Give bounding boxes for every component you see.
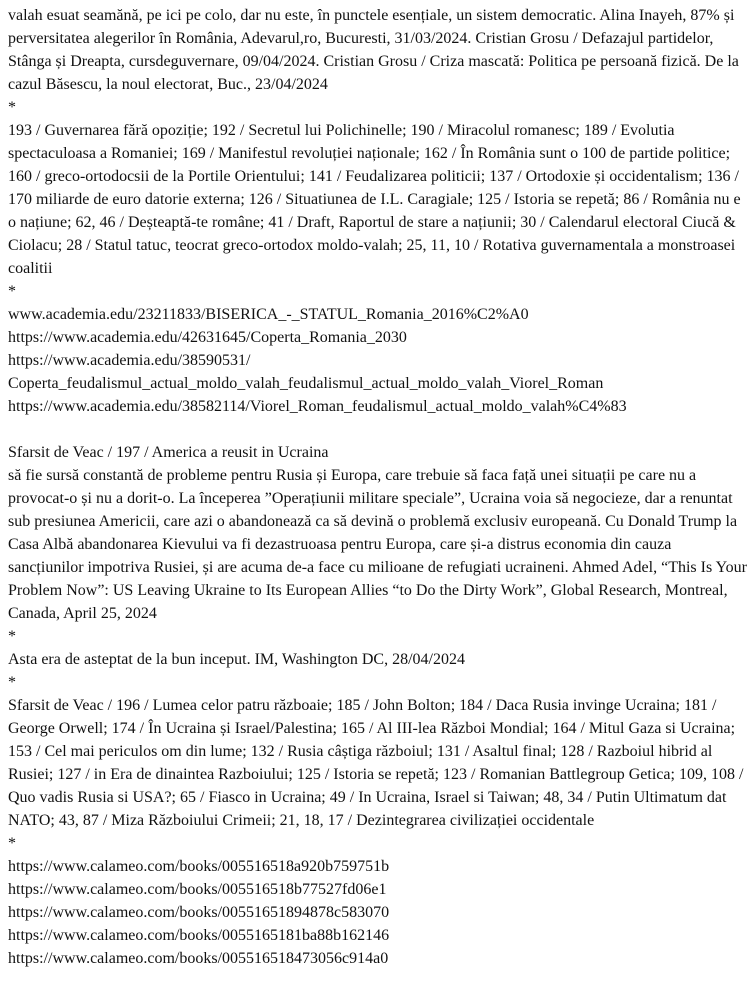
link-academia-viorel-roman-feudalismul[interactable]: https://www.academia.edu/38582114/Viorel_Roman_feudalismul_actual_moldo_valah%C4%83 <box>8 398 627 415</box>
link-calameo-5[interactable]: https://www.calameo.com/books/005516518473056c914a0 <box>8 950 389 967</box>
link-calameo-3[interactable]: https://www.calameo.com/books/00551651894878c583070 <box>8 904 390 921</box>
link-academia-38590531[interactable]: https://www.academia.edu/38590531/ <box>8 352 251 369</box>
link-calameo-2[interactable]: https://www.calameo.com/books/005516518b77527fd06e1 <box>8 881 387 898</box>
paragraph-article-index-wars: Sfarsit de Veac / 196 / Lumea celor patru războaie; 185 / John Bolton; 184 / Daca Rusia invinge Ucraina; 181 / George Orwell; 174 / În Ucraina și Israel/Palestina; 165 / Al III-lea Război Mondial; 164 / Mitul Gaza si Ucraina; 153 / Cel mai periculos om din lume; 132 / Rusia câștiga războiul; 131 / Asaltul final; 128 / Razboiul hibrid al Rusiei; 127 / in Era de dinaintea Razboiului; 125 / Istoria se repetă; 123 / Romanian Battlegroup Getica; 109, 108 / Quo vadis Rusia si USA?; 65 / Fiasco in Ucraina; 49 / In Ucraina, Israel si Taiwan; 48, 34 / Putin Ultimatum dat NATO; 43, 87 / Miza Războiului Crimeii; 21, 18, 17 / Dezintegrarea civilizației occidentale <box>8 697 744 829</box>
article-title-america-ucraina: Sfarsit de Veac / 197 / America a reusit in Ucraina <box>8 444 329 461</box>
separator-asterisk: * <box>8 99 16 116</box>
paragraph-ukraine-europe: să fie sursă constantă de probleme pentru Rusia și Europa, care trebuie să faca față unei situații pe care nu a provocat-o și nu a dorit-o. La începerea ”Operațiunii militare speciale”, Ucraina voia să negocieze, dar a renuntat sub presiunea Americii, care azi o abandonează ca să devină o problemă exclusiv europeană. Cu Donald Trump la Casa Albă abandonarea Kievului va fi dezastruoasa pentru Europa, care și-a distrus economia din cauza sancțiunilor impotriva Rusiei, și are acuma de-a face cu milioane de refugiati ucraineni. Ahmed Adel, “This Is Your Problem Now”: US Leaving Ukraine to Its European Allies “to Do the Dirty Work”, Global Research, Montreal, Canada, April 25, 2024 <box>8 467 747 622</box>
link-academia-biserica-statul[interactable]: www.academia.edu/23211833/BISERICA_-_STATUL_Romania_2016%C2%A0 <box>8 306 529 323</box>
link-calameo-1[interactable]: https://www.calameo.com/books/005516518a920b759751b <box>8 858 390 875</box>
link-academia-coperta-romania-2030[interactable]: https://www.academia.edu/42631645/Coperta_Romania_2030 <box>8 329 407 346</box>
academia-links-list <box>8 303 748 418</box>
link-academia-coperta-feudalismul-continued[interactable]: Coperta_feudalismul_actual_moldo_valah_feudalismul_actual_moldo_valah_Viorel_Roman <box>8 375 604 392</box>
blank-line <box>8 418 748 441</box>
paragraph-article-index-romania: 193 / Guvernarea fără opoziție; 192 / Secretul lui Polichinelle; 190 / Miracolul romanesc; 189 / Evolutia spectaculoasa a Romaniei; 169 / Manifestul revoluției naționale; 162 / În România sunt o 100 de partide politice; 160 / greco-ortodocsii de la Portile Orientului; 141 / Feudalizarea politicii; 137 / Ortodoxie și occidentalism; 136 / 170 miliarde de euro datorie externa; 126 / Situatiunea de I.L. Caragiale; 125 / Istoria se repetă; 86 / România nu e o națiune; 62, 46 / Deșteaptă-te române; 41 / Draft, Raportul de stare a națiunii; 30 / Calendarul electoral Ciucă & Ciolacu; 28 / Statul tatuc, teocrat greco-ortodox moldo-valah; 25, 11, 10 / Rotativa guvernamentala a monstroasei coalitii <box>8 122 741 277</box>
separator-asterisk: * <box>8 628 16 645</box>
calameo-links-list <box>8 855 748 970</box>
separator-asterisk: * <box>8 835 16 852</box>
paragraph-democracy-sources: valah esuat seamănă, pe ici pe colo, dar nu este, în punctele esențiale, un sistem democratic. Alina Inayeh, 87% și perversitatea alegerilor în România, Adevarul,ro, Bucuresti, 31/03/2024. Cristian Grosu / Defazajul partidelor, Stânga și Dreapta, cursdeguvernare, 09/04/2024. Cristian Grosu / Criza mascată: Politica pe persoană fizică. De la cazul Băsescu, la noul electorat, Buc., 23/04/2024 <box>8 7 739 93</box>
separator-asterisk: * <box>8 283 16 300</box>
paragraph-im-washington: Asta era de asteptat de la bun inceput. IM, Washington DC, 28/04/2024 <box>8 651 465 668</box>
document-body <box>8 4 748 970</box>
link-calameo-4[interactable]: https://www.calameo.com/books/0055165181ba88b162146 <box>8 927 390 944</box>
separator-asterisk: * <box>8 674 16 691</box>
